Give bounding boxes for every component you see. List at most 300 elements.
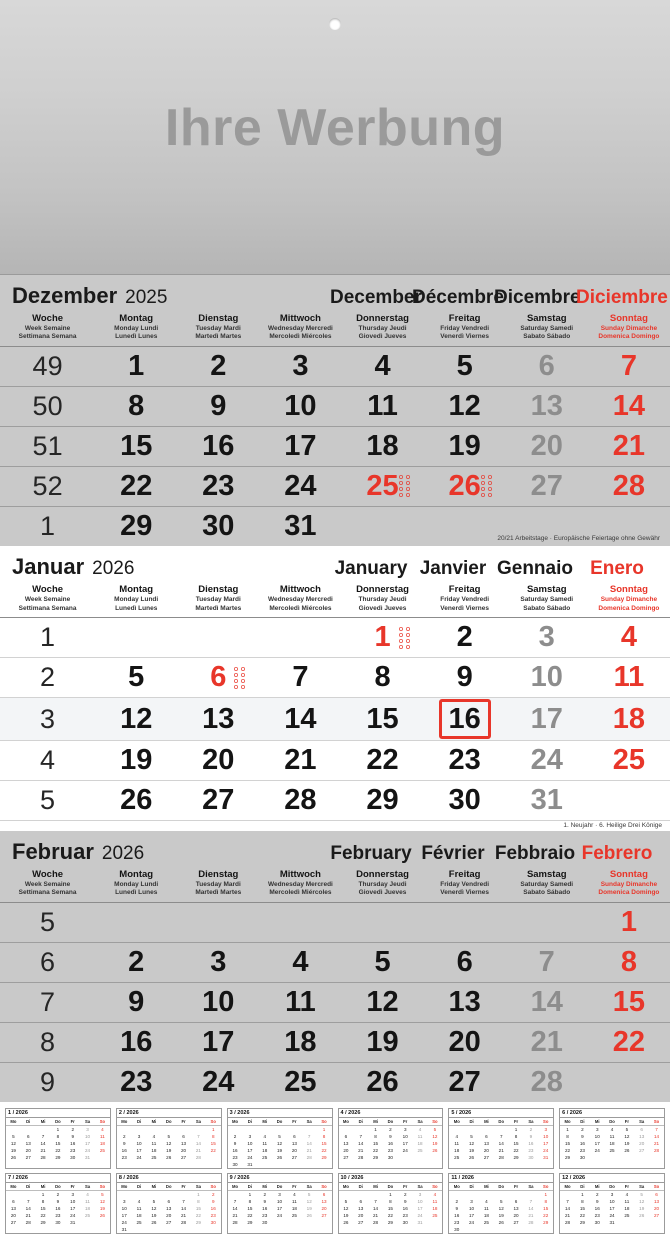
day-cell[interactable] [506,902,588,942]
advertising-header [0,0,670,275]
mini-day-cell: 29 [373,1154,379,1160]
mini-day-cell: 8 [56,1133,60,1139]
day-cell[interactable]: 1 [95,346,177,386]
column-header-montag: Montag Monday Lundi Lunedì Lunes [95,311,177,346]
mini-weekday: So [206,1118,221,1126]
month-year: 2026 [92,558,135,580]
mini-day-cell: 27 [639,1147,645,1153]
day-cell[interactable]: 12 [95,698,177,741]
day-cell[interactable]: 2 [177,346,259,386]
column-header-sonntag: Sonntag Sunday Dimanche Domenica Domingo [588,867,670,902]
month-year: 2026 [101,843,145,864]
mini-day-cell [161,1191,176,1199]
day-cell[interactable]: 5 [341,942,423,982]
mini-day-cell: 2 [581,1126,584,1132]
day-cell[interactable]: 15 [588,982,670,1022]
day-cell[interactable] [588,1062,670,1102]
mini-day-cell: 2 [403,1191,407,1197]
mini-weekday: Fr [619,1183,634,1191]
mini-day-cell [176,1191,191,1199]
mini-day-cell: 14 [25,1205,31,1211]
mini-day-cell: 23 [210,1212,216,1218]
column-header-mittwoch: Mittwoch Wednesday Mercredi Mercoledì Miércoles [259,582,341,617]
month-name-alt: Enero [590,558,644,580]
mini-day-cell: 5 [640,1191,643,1197]
day-cell[interactable]: 1 [341,618,423,658]
mini-day-cell: 28 [528,1219,534,1225]
day-cell[interactable]: 20 [177,741,259,781]
months-container [0,275,670,1102]
mini-day-cell: 28 [232,1219,238,1225]
mini-week-row [449,1219,553,1226]
mini-day-cell [523,1226,538,1233]
mini-day-cell [605,1154,620,1161]
mini-day-cell: 25 [84,1212,91,1218]
mini-day-cell: 19 [276,1147,283,1153]
mini-day-cell: 20 [180,1147,187,1153]
day-cell[interactable] [424,902,506,942]
day-cell[interactable]: 18 [341,426,423,466]
mini-day-cell [146,1191,161,1199]
mini-day-cell: 26 [99,1212,105,1218]
mini-weekday: Sa [302,1183,317,1191]
day-cell[interactable]: 29 [120,510,153,542]
day-cell[interactable] [95,618,177,658]
mini-day-cell [353,1126,368,1134]
mini-day-cell: 16 [210,1205,216,1211]
mini-day-cell: 30 [232,1161,238,1167]
mini-day-cell: 15 [210,1140,216,1146]
week-row [0,1062,670,1102]
mini-day-cell: 15 [543,1205,549,1211]
mini-month-label: 7 / 2026 [6,1174,110,1183]
mini-day-cell: 5 [101,1191,104,1197]
day-cell[interactable]: 10 [177,982,259,1022]
mini-weekday: Di [242,1118,257,1126]
mini-weekday: Mo [339,1183,354,1191]
mini-month [116,1173,222,1234]
mini-day-cell: 3 [403,1126,407,1132]
mini-day-cell: 30 [594,1219,600,1225]
mini-day-cell: 10 [276,1198,283,1204]
mini-day-cell: 19 [432,1140,438,1146]
column-header-donnerstag: Donnerstag Thursday Jeudi Giovedì Jueves [341,582,423,617]
day-cell[interactable]: 21 [506,1022,588,1062]
column-header-montag: Montag Monday Lundi Lunedì Lunes [95,582,177,617]
day-cell[interactable]: 19 [341,1022,423,1062]
day-cell[interactable]: 21 [259,741,341,781]
mini-day-cell: 2 [529,1126,533,1132]
day-cell[interactable]: 27 [448,1066,481,1098]
day-cell[interactable] [177,902,259,942]
day-cell[interactable]: 25 [284,1066,317,1098]
mini-day-cell: 26 [432,1147,438,1153]
day-cell[interactable]: 26 [424,466,506,506]
mini-day-cell [146,1226,161,1233]
mini-day-cell: 28 [40,1154,46,1160]
mini-day-cell: 8 [197,1198,200,1204]
mini-day-cell: 15 [373,1140,379,1146]
day-cell[interactable]: 3 [177,942,259,982]
mini-day-cell [36,1126,51,1134]
day-cell[interactable]: 12 [424,386,506,426]
mini-month-label: 2 / 2026 [117,1109,221,1118]
day-cell[interactable]: 23 [120,1066,153,1098]
day-cell[interactable]: 15 [341,698,423,741]
day-cell[interactable] [95,902,177,942]
mini-day-cell: 29 [513,1154,519,1160]
day-cell[interactable]: 5 [95,658,177,698]
day-cell[interactable]: 7 [506,942,588,982]
column-header-sonntag: Sonntag Sunday Dimanche Domenica Domingo [588,582,670,617]
day-cell[interactable]: 22 [588,1022,670,1062]
mini-day-cell [353,1191,368,1199]
mini-weekday: Do [605,1183,620,1191]
mini-day-cell: 2 [71,1126,74,1132]
mini-weekday: Do [272,1118,287,1126]
mini-day-cell: 12 [306,1198,312,1204]
day-cell[interactable]: 15 [95,426,177,466]
mini-month-label: 9 / 2026 [228,1174,332,1183]
mini-day-cell: 23 [594,1212,600,1218]
day-cell[interactable] [424,698,506,741]
mini-day-cell: 30 [55,1219,61,1225]
day-cell[interactable]: 11 [588,658,670,698]
day-cell[interactable]: 21 [588,426,670,466]
mini-weekday: Di [21,1183,36,1191]
mini-day-cell: 19 [99,1205,105,1211]
mini-day-cell: 21 [358,1147,364,1153]
week-number: 49 [0,346,95,386]
mini-weekday: Mi [257,1183,272,1191]
day-cell[interactable]: 5 [424,346,506,386]
mini-day-cell: 29 [321,1154,327,1160]
day-cell[interactable]: 25 [588,741,670,781]
mini-day-cell: 17 [469,1212,475,1218]
day-cell[interactable]: 6 [177,658,259,698]
mini-day-cell [464,1191,479,1199]
mini-day-cell: 31 [121,1226,127,1232]
day-cell[interactable]: 2 [95,942,177,982]
mini-month [227,1173,333,1234]
mini-day-cell: 12 [151,1205,157,1211]
month-title [0,275,670,311]
day-cell[interactable]: 4 [259,942,341,982]
mini-day-cell [176,1226,191,1233]
mini-day-cell: 12 [432,1133,438,1139]
mini-day-cell [6,1126,21,1134]
mini-day-cell: 7 [233,1198,237,1204]
day-cell[interactable]: 17 [259,426,341,466]
mini-day-cell: 19 [166,1147,172,1153]
day-cell[interactable]: 11 [259,982,341,1022]
day-cell[interactable]: 31 [284,510,317,542]
mini-day-cell: 21 [373,1212,379,1218]
day-cell[interactable] [177,618,259,658]
day-cell[interactable] [259,902,341,942]
day-cell[interactable]: 8 [95,386,177,426]
day-cell[interactable]: 11 [341,386,423,426]
day-cell[interactable]: 22 [341,741,423,781]
mini-day-cell: 10 [543,1133,549,1139]
mini-day-cell [479,1126,494,1134]
mini-week-row [449,1212,553,1219]
day-cell[interactable]: 30 [424,781,506,821]
day-cell[interactable]: 20 [506,426,588,466]
day-cell[interactable]: 4 [588,618,670,658]
day-cell[interactable] [588,506,670,546]
mini-day-cell: 18 [609,1140,615,1146]
day-cell[interactable]: 17 [506,698,588,741]
day-cell[interactable]: 29 [341,781,423,821]
mini-day-cell: 2 [56,1191,60,1197]
column-header-week: Woche Week Semaine Settimana Semana [0,867,95,902]
month-name-alternates [330,558,658,580]
day-cell[interactable]: 6 [424,942,506,982]
mini-day-cell: 31 [543,1154,549,1160]
mini-day-cell: 15 [513,1140,519,1146]
day-cell[interactable]: 22 [95,466,177,506]
mini-day-cell [6,1191,21,1199]
mini-week-row [339,1191,443,1199]
month-name-alt: Décembre [412,287,504,308]
mini-day-cell: 11 [151,1140,157,1146]
day-cell[interactable]: 9 [177,386,259,426]
mini-month-grid [6,1183,110,1226]
day-cell[interactable]: 3 [506,618,588,658]
mini-day-cell: 28 [654,1147,660,1153]
day-cell[interactable]: 31 [506,781,588,821]
mini-weekday: Fr [176,1183,191,1191]
mini-day-cell: 12 [639,1198,645,1204]
day-cell[interactable]: 6 [506,346,588,386]
mini-day-cell: 11 [454,1140,460,1146]
mini-day-cell: 28 [25,1219,31,1225]
week-number: 9 [40,1067,56,1097]
mini-month-grid [339,1183,443,1226]
day-cell[interactable]: 9 [424,658,506,698]
day-cell[interactable]: 14 [506,982,588,1022]
day-cell[interactable]: 7 [259,658,341,698]
mini-day-cell: 13 [343,1140,349,1146]
day-cell[interactable] [259,618,341,658]
day-cell[interactable]: 26 [366,1066,399,1098]
mini-month-label: 10 / 2026 [339,1174,443,1183]
day-cell[interactable]: 8 [588,942,670,982]
mini-weekday: Mo [449,1118,464,1126]
day-cell[interactable] [341,902,423,942]
mini-day-cell: 22 [513,1147,519,1153]
day-cell[interactable]: 28 [530,1066,563,1098]
week-number: 3 [0,698,95,741]
mini-week-row [228,1219,332,1226]
day-cell[interactable]: 3 [259,346,341,386]
day-cell[interactable] [588,781,670,821]
mini-day-cell: 31 [70,1219,76,1225]
mini-day-cell: 24 [70,1212,76,1218]
mini-day-cell: 19 [343,1212,349,1218]
mini-day-cell: 28 [373,1219,379,1225]
mini-day-cell: 21 [232,1212,238,1218]
mini-day-cell: 18 [291,1205,297,1211]
day-cell[interactable]: 10 [259,386,341,426]
day-cell[interactable]: 28 [588,466,670,506]
mini-day-cell: 11 [484,1205,489,1211]
mini-month [227,1108,333,1169]
day-cell[interactable]: 14 [588,386,670,426]
mini-day-cell: 25 [151,1154,157,1160]
mini-day-cell: 29 [195,1219,201,1225]
mini-week-row [6,1147,110,1154]
day-cell[interactable]: 19 [95,741,177,781]
day-cell[interactable]: 8 [341,658,423,698]
mini-day-cell: 1 [544,1191,547,1197]
day-cell[interactable]: 2 [424,618,506,658]
mini-weekday: So [538,1183,553,1191]
mini-day-cell: 26 [624,1147,630,1153]
day-cell[interactable]: 9 [95,982,177,1022]
column-header-donnerstag: Donnerstag Thursday Jeudi Giovedì Jueves [341,867,423,902]
day-cell[interactable]: 27 [177,781,259,821]
mini-day-cell: 1 [581,1191,584,1197]
month-name-alt: February [330,843,412,864]
mini-day-cell: 16 [528,1140,534,1146]
mini-week-row [228,1154,332,1161]
mini-day-cell [287,1161,302,1168]
mini-day-cell [176,1126,191,1134]
day-cell[interactable]: 16 [177,426,259,466]
day-cell[interactable]: 23 [424,741,506,781]
mini-day-cell [317,1161,332,1168]
day-cell[interactable]: 26 [95,781,177,821]
day-cell[interactable]: 12 [341,982,423,1022]
mini-weekday: Di [242,1183,257,1191]
mini-day-cell: 4 [433,1191,437,1197]
day-cell[interactable] [506,506,588,546]
day-cell[interactable]: 24 [259,466,341,506]
mini-day-cell: 21 [565,1212,571,1218]
mini-weekday: So [317,1118,332,1126]
month-name-alt: Febbraio [494,843,576,864]
week-number: 6 [0,942,95,982]
mini-day-cell [560,1191,575,1199]
mini-day-cell: 7 [26,1198,30,1204]
holiday-marker-icon [396,625,418,651]
mini-weekday: Do [161,1183,176,1191]
mini-day-cell: 8 [41,1198,45,1204]
mini-week-row [117,1133,221,1140]
mini-day-cell: 8 [211,1133,215,1139]
mini-day-cell: 10 [402,1133,408,1139]
mini-weekday: Sa [634,1118,649,1126]
day-cell[interactable]: 10 [506,658,588,698]
day-cell[interactable]: 24 [202,1066,235,1098]
mini-day-cell: 17 [121,1212,127,1218]
mini-day-cell: 10 [70,1198,76,1204]
mini-week-row [339,1154,443,1161]
day-cell[interactable]: 18 [588,698,670,741]
mini-weekday: Fr [398,1183,413,1191]
day-cell[interactable]: 17 [177,1022,259,1062]
day-cell[interactable]: 13 [177,698,259,741]
month-name: Februar [12,839,94,864]
mini-day-cell [287,1126,302,1134]
mini-day-cell: 24 [121,1219,127,1225]
mini-week-row [228,1133,332,1140]
day-cell[interactable]: 18 [259,1022,341,1062]
mini-day-cell [339,1126,354,1134]
mini-day-cell [509,1191,524,1199]
day-cell[interactable]: 28 [259,781,341,821]
mini-weekday: Do [383,1118,398,1126]
mini-week-row [117,1226,221,1233]
mini-day-cell: 10 [417,1198,423,1204]
day-cell[interactable]: 24 [506,741,588,781]
day-cell[interactable]: 20 [424,1022,506,1062]
mini-day-cell: 21 [195,1147,201,1153]
mini-day-cell [21,1191,36,1199]
mini-day-cell: 17 [609,1205,615,1211]
mini-day-cell: 14 [306,1140,312,1146]
week-row [0,426,670,466]
day-cell[interactable]: 30 [202,510,235,542]
mini-day-cell: 23 [579,1147,585,1153]
day-cell[interactable]: 27 [506,466,588,506]
day-cell[interactable]: 13 [506,386,588,426]
mini-week-row [449,1126,553,1134]
mini-week-row [6,1219,110,1226]
mini-day-cell: 30 [387,1154,393,1160]
mini-day-cell: 20 [321,1205,327,1211]
week-number: 2 [0,658,95,698]
mini-day-cell: 14 [373,1205,379,1211]
column-header-sonntag: Sonntag Sunday Dimanche Domenica Domingo [588,311,670,346]
day-cell[interactable]: 19 [424,426,506,466]
day-cell[interactable]: 1 [588,902,670,942]
mini-weekday: Fr [65,1118,80,1126]
mini-day-cell: 20 [654,1205,660,1211]
mini-day-cell: 17 [247,1147,253,1153]
mini-day-cell: 28 [195,1154,201,1160]
column-header-samstag: Samstag Saturday Samedi Sabato Sábado [506,867,588,902]
day-cell[interactable]: 25 [341,466,423,506]
day-cell[interactable] [424,506,506,546]
mini-day-cell: 2 [455,1198,459,1204]
mini-month-grid [449,1118,553,1161]
mini-weekday: Di [353,1183,368,1191]
day-cell[interactable]: 23 [177,466,259,506]
day-cell[interactable]: 7 [588,346,670,386]
mini-month [448,1173,554,1234]
mini-day-cell: 6 [514,1198,518,1204]
mini-day-cell: 16 [594,1205,600,1211]
mini-day-cell [590,1154,605,1161]
mini-weekday: Do [161,1118,176,1126]
day-cell[interactable]: 16 [95,1022,177,1062]
mini-day-cell: 27 [358,1219,364,1225]
month-block-dec [0,275,670,546]
day-cell[interactable] [341,506,423,546]
mini-day-cell: 26 [639,1212,645,1218]
month-name: Dezember [12,283,118,308]
mini-day-cell [494,1126,509,1134]
mini-day-cell: 22 [40,1212,46,1218]
day-cell[interactable]: 14 [259,698,341,741]
mini-day-cell: 5 [625,1126,629,1132]
day-cell[interactable]: 13 [424,982,506,1022]
day-cell[interactable]: 4 [341,346,423,386]
mini-weekday: Mo [117,1118,132,1126]
